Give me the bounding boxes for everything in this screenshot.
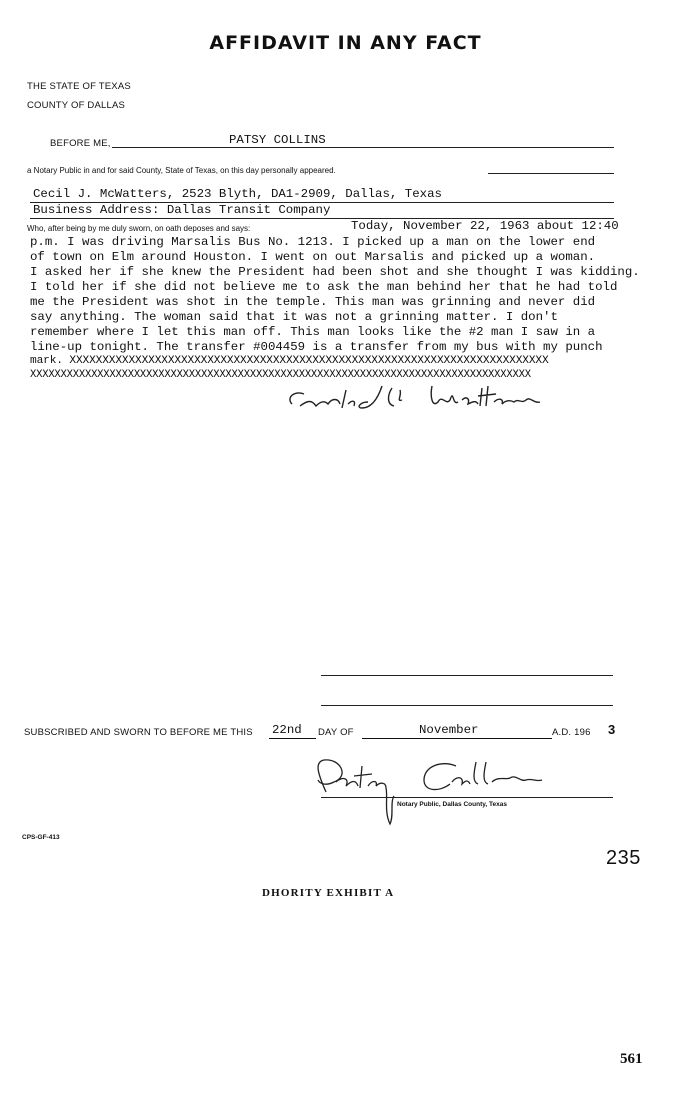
notary-signature-rule [321, 797, 613, 798]
affiant-signature [282, 380, 572, 414]
sworn-clause: Who, after being by me duly sworn, on oath deposes and says: [27, 224, 251, 233]
notary-name: PATSY COLLINS [229, 133, 326, 147]
notary-clause: a Notary Public in and for said County, State of Texas, on this day personally appeared. [27, 166, 336, 175]
exhibit-label: DHORITY EXHIBIT A [262, 887, 395, 899]
statement-line: say anything. The woman said that it was not a grinning matter. I don't [30, 310, 558, 324]
month-rule [362, 738, 552, 739]
notary-title: Notary Public, Dallas County, Texas [397, 801, 507, 808]
day-value: 22nd [272, 723, 302, 737]
statement-line: I asked her if she knew the President had been shot and she thought I was kidding. [30, 265, 640, 279]
statement-first-line: Today, November 22, 1963 about 12:40 [351, 219, 619, 233]
signature-rule [321, 675, 613, 676]
statement-line: remember where I let this man off. This man looks like the #2 man I saw in a [30, 325, 596, 339]
day-rule [269, 738, 316, 739]
month-value: November [419, 723, 479, 737]
signature-rule [321, 705, 613, 706]
notary-clause-rule [488, 173, 614, 174]
document-title: AFFIDAVIT IN ANY FACT [209, 32, 482, 54]
subscribed-label: SUBSCRIBED AND SWORN TO BEFORE ME THIS [24, 727, 253, 738]
business-address: Business Address: Dallas Transit Company [33, 203, 331, 217]
statement-line: line-up tonight. The transfer #004459 is a transfer from my bus with my punch [30, 340, 603, 354]
statement-line: I told her if she did not believe me to ask the man behind her that he had told [30, 280, 618, 294]
day-of-label: DAY OF [318, 727, 354, 738]
statement-line: me the President was shot in the temple. This man was grinning and never did [30, 295, 596, 309]
exhibit-number: 235 [606, 847, 641, 869]
form-code: CPS-GF-413 [22, 834, 60, 841]
statement-line: mark. XXXXXXXXXXXXXXXXXXXXXXXXXXXXXXXXXXXXXXXXXXXXXXXXXXXXXXXXXXXXXXXXXXXXXXXXX [30, 355, 549, 367]
page-number: 561 [620, 1051, 643, 1067]
state-label: THE STATE OF TEXAS [27, 81, 131, 92]
year-digit: 3 [608, 722, 616, 737]
statement-line: of town on Elm around Houston. I went on out Marsalis and picked up a woman. [30, 250, 596, 264]
before-me-label: BEFORE ME, [50, 138, 111, 149]
before-me-rule [112, 147, 614, 148]
county-label: COUNTY OF DALLAS [27, 100, 126, 111]
ad-label: A.D. 196 [552, 727, 591, 738]
statement-line: XXXXXXXXXXXXXXXXXXXXXXXXXXXXXXXXXXXXXXXXXXXXXXXXXXXXXXXXXXXXXXXXXXXXXXXXXXXXXXXXXX [30, 369, 531, 381]
notary-signature [306, 752, 566, 832]
statement-line: p.m. I was driving Marsalis Bus No. 1213. I picked up a man on the lower end [30, 235, 596, 249]
affiant-line: Cecil J. McWatters, 2523 Blyth, DA1-2909, Dallas, Texas [33, 187, 442, 201]
